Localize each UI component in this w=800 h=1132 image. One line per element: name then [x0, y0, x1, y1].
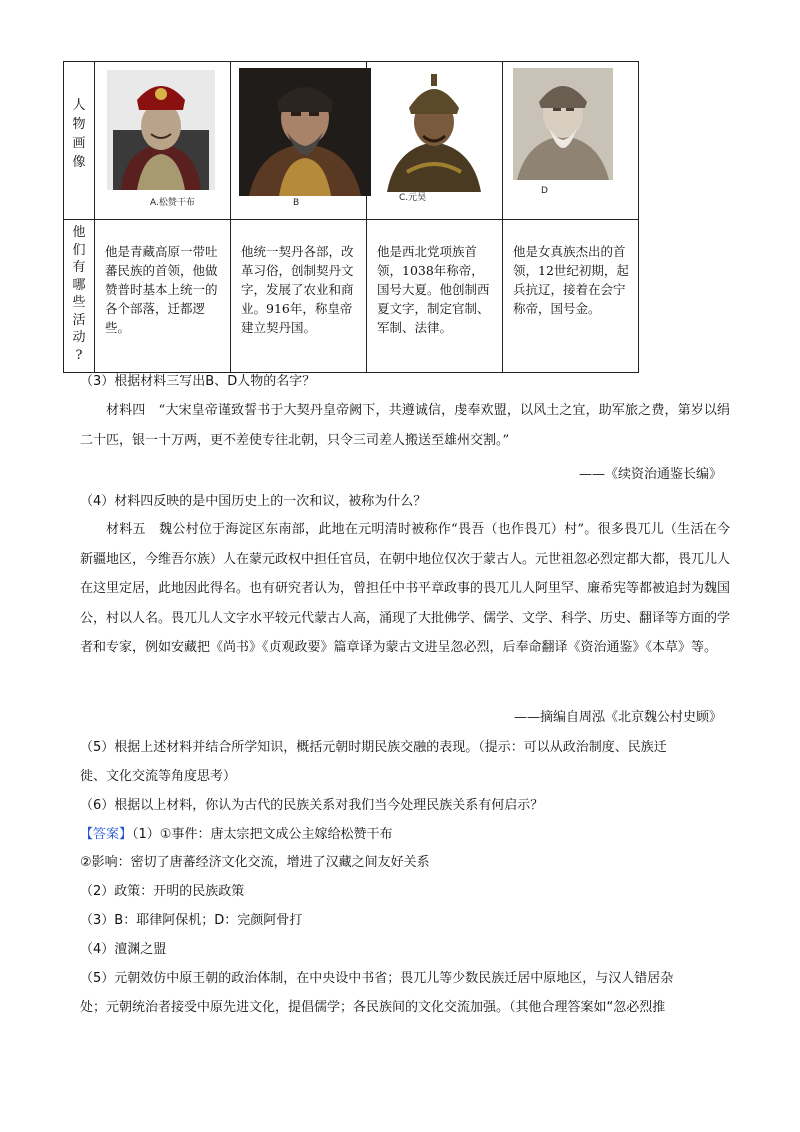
answer-5-line1: （5）元朝效仿中原王朝的政治体制，在中央设中书省；畏兀儿等少数民族迁居中原地区，与汉人错居杂: [80, 971, 674, 986]
answer-1b: ②影响：密切了唐蕃经济文化交流，增进了汉藏之间友好关系: [80, 855, 430, 870]
material-5: 材料五 魏公村位于海淀区东南部，此地在元明清时被称作“畏吾（也作畏兀）村”。很多畏兀儿（生活在今新疆地区，今维吾尔族）人在蒙元政权中担任官员，在朝中地位仅次于蒙古人。元世祖忽必烈定都大都，畏兀儿人在这里定居，此地因此得名。也有研究者认为，曾担任中书平章政事的畏兀儿人阿里罕、廉希宪等都被追封为魏国公，村以人名。畏兀儿人文字水平较元代蒙古人高，涌现了大批佛学、儒学、文学、科学、历史、翻译等方面的学者和专家，例如安藏把《尚书》《贞观政要》篇章译为蒙古文进呈忽必烈，后奉命翻译《资治通鉴》《本草》等。: [80, 522, 731, 655]
header-char: 物: [72, 117, 86, 132]
answer-2: （2）政策：开明的民族政策: [80, 884, 245, 899]
description-d: [503, 220, 639, 373]
question-6: （6）根据以上材料，你认为古代的民族关系对我们当今处理民族关系有何启示？: [80, 798, 544, 813]
persons-table: [63, 61, 639, 373]
material-5-source: ——摘编自周泓《北京魏公村史顾》: [513, 710, 722, 725]
portrait-c-image: [379, 72, 489, 192]
description-b: [231, 220, 367, 373]
portrait-cell-c: [367, 62, 503, 220]
portrait-b-image: [239, 68, 371, 196]
description-a: [95, 220, 231, 373]
header-char: ?: [75, 347, 83, 363]
header-char: 他: [72, 225, 86, 240]
header-char: 动: [72, 330, 86, 345]
material-4-source: ——《续资治通鉴长编》: [578, 467, 722, 482]
question-5-line1: （5）根据上述材料并结合所学知识，概括元朝时期民族交融的表现。（提示：可以从政治制度、民族迁: [80, 740, 667, 755]
question-4: （4）材料四反映的是中国历史上的一次和议，被称为什么？: [80, 494, 427, 509]
portrait-c-caption: C.元昊: [399, 193, 427, 203]
portrait-b-caption: B: [293, 198, 300, 208]
header-char: 些: [72, 295, 86, 310]
answer-line-1: [80, 825, 392, 845]
header-char: 画: [72, 136, 86, 151]
question-5-line2: 徙、文化交流等角度思考）: [80, 769, 237, 784]
description-c-text: 他是西北党项族首领，1038年称帝，国号大夏。他创制西夏文字，制定官制、军制、法律。: [377, 244, 490, 335]
header-char: 像: [72, 155, 86, 170]
header-char: 活: [72, 312, 86, 328]
answer-5-line2: 处；元朝统治者接受中原先进文化，提倡儒学；各民族间的文化交流加强。（其他合理答案如“忽必烈推: [80, 1000, 666, 1015]
answer-1: （1）①事件：唐太宗把文成公主嫁给松赞干布: [132, 827, 393, 842]
material-4: 材料四 “大宋皇帝谨致誓书于大契丹皇帝阙下，共遵诚信，虔奉欢盟，以风土之宜，助军旅之费，第岁以绢二十匹，银一十万两，更不差使专往北朝，只令三司差人搬送至雄州交割。”: [80, 403, 730, 448]
header-char: 哪: [72, 277, 86, 293]
portrait-cell-d: [503, 62, 639, 220]
portrait-a-caption: A.松赞干布: [150, 198, 195, 208]
question-3: （3）根据材料三写出B、D人物的名字？: [80, 374, 316, 389]
row-header-portraits: [64, 62, 95, 220]
header-char: 们: [72, 242, 86, 258]
header-char: 有: [72, 260, 86, 275]
row-header-activities: [64, 220, 95, 373]
answer-3: （3）B：耶律阿保机；D：完颜阿骨打: [80, 913, 303, 928]
portrait-a-image: [107, 70, 215, 190]
answer-4: （4）澶渊之盟: [80, 942, 167, 957]
portrait-d-caption: D: [541, 186, 548, 196]
description-c: [367, 220, 503, 373]
portrait-cell-b: [231, 62, 367, 220]
portrait-cell-a: [95, 62, 231, 220]
description-b-text: 他统一契丹各部，改革习俗，创制契丹文字，发展了农业和商业。916年，称皇帝建立契丹国。: [241, 244, 354, 335]
answer-tag: 【答案】: [80, 827, 133, 842]
description-d-text: 他是女真族杰出的首领，12世纪初期，起兵抗辽，接着在会宁称帝，国号金。: [513, 244, 629, 316]
portrait-d-image: [513, 68, 613, 180]
header-char: 人: [72, 98, 86, 113]
description-a-text: 他是青藏高原一带吐蕃民族的首领，他做赞普时基本上统一的各个部落，迁都逻些。: [105, 244, 218, 335]
